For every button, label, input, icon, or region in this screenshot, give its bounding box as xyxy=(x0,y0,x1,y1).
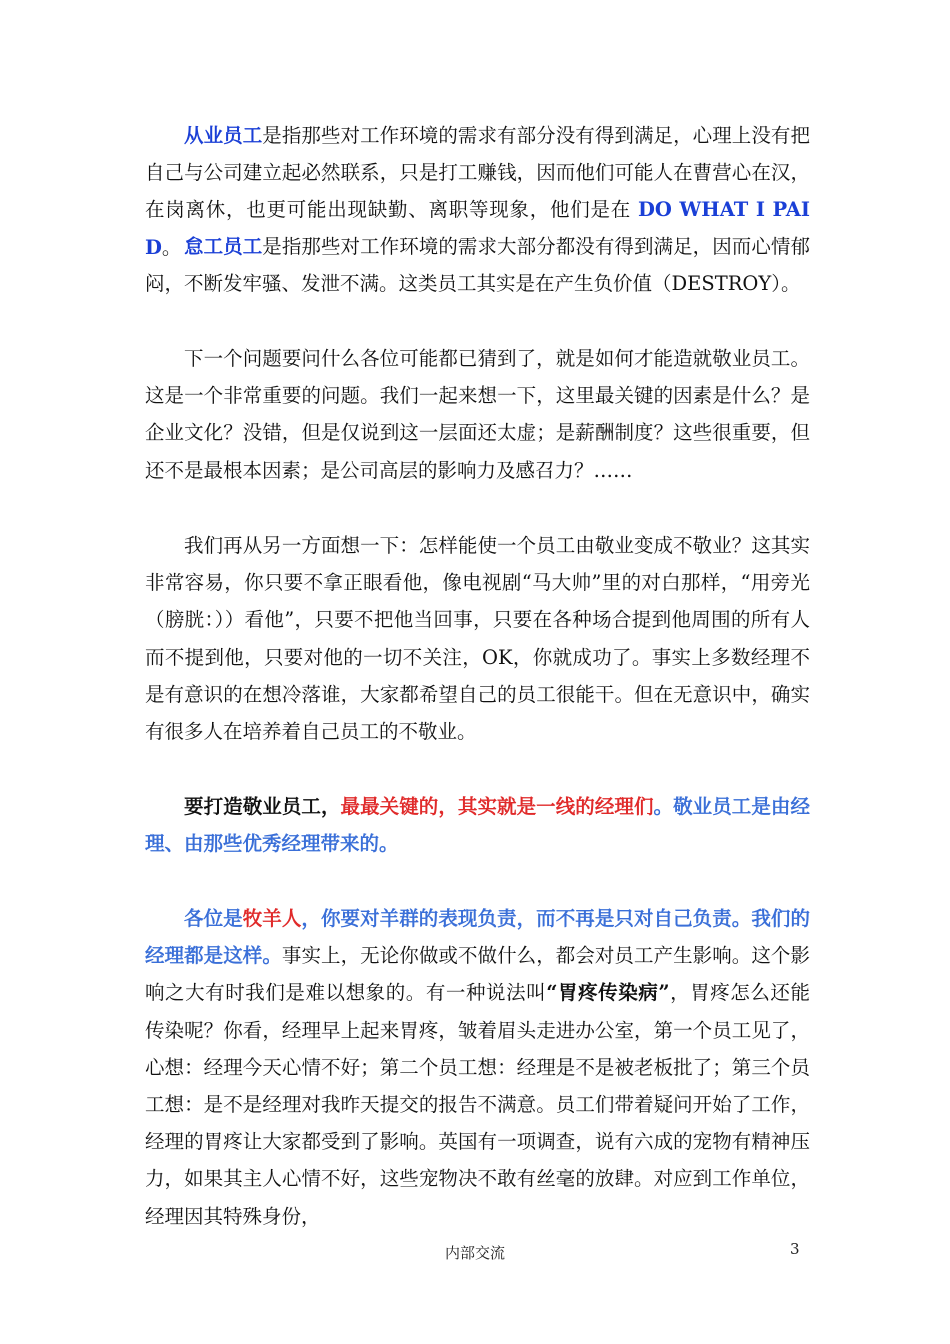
paragraph-text: 。 xyxy=(161,235,182,259)
term-stomach-ache: “胃疼传染病” xyxy=(546,981,670,1005)
highlight-shepherd-responsibility: ，你要对羊群的表现负责，而不再是只对自己负责。我们的经理都是这样。 xyxy=(145,907,810,968)
paragraph-text: 事实上，无论你做或不做什么，都会对员工产生影响。这个影响之大有时我们是难以想象的。有一种说法叫 xyxy=(145,944,810,1005)
paragraph-text: 我们再从另一方面想一下：怎样能使一个员工由敬业变成不敬业？这其实非常容易，你只要不拿正眼看他，像电视剧“马大帅”里的对白那样，“用旁光（膀胱：））看他”，只要不把他当回事，只要在各种场合提到他周围的所有人而不提到他，只要对他的一切不关注，OK，你就成功了。事实上多数经理不是有意识的在想冷落谁，大家都希望自己的员工很能干。但在无意识中，确实有很多人在培养着自己员工的不敬业。 xyxy=(145,534,810,744)
paragraph-text: ，胃疼怎么还能传染呢？你看，经理早上起来胃疼，皱着眉头走进办公室，第一个员工见了，心想：经理今天心情不好；第二个员工想：经理是不是被老板批了；第三个员工想：是不是经理对我昨天提交的报告不满意。员工们带着疑问开始了工作，经理的胃疼让大家都受到了影响。英国有一项调查，说有六成的宠物有精神压力，如果其主人心情不好，这些宠物决不敢有丝毫的放肆。对应到工作单位，经理因其特殊身份， xyxy=(145,981,810,1228)
paragraph-reverse-thinking xyxy=(145,527,810,750)
paragraph-key-managers xyxy=(145,788,810,862)
paragraph-text: 是指那些对工作环境的需求大部分都没有得到满足，因而心情郁闷，不断发牢骚、发泄不满。这类员工其实是在产生负价值（DESTROY）。 xyxy=(145,235,810,296)
paragraph-text: 是指那些对工作环境的需求有部分没有得到满足，心理上没有把自己与公司建立起必然联系，只是打工赚钱，因而他们可能人在曹营心在汉，在岗离休，也更可能出现缺勤、离职等现象，他们是在 xyxy=(145,124,810,222)
paragraph-text: 要打造敬业员工， xyxy=(184,795,341,818)
highlight-shepherd-intro: 各位是 xyxy=(184,907,243,930)
highlight-managers-key: 最最关键的，其实就是一线的经理们 xyxy=(340,795,654,818)
term-worker-employee: 从业员工 xyxy=(184,124,263,147)
footer-label: 内部交流 xyxy=(444,1244,505,1262)
term-idle-employee: 怠工员工 xyxy=(184,235,263,258)
paragraph-shepherd xyxy=(145,900,810,1235)
highlight-do-what-i-paid: DO WHAT I PAID xyxy=(145,198,810,259)
paragraph-definition-idle-worker xyxy=(145,228,810,302)
term-shepherd: 牧羊人 xyxy=(242,907,302,930)
page-number: 3 xyxy=(790,1240,800,1258)
highlight-managers-bring: 。敬业员工是由经理、由那些优秀经理带来的。 xyxy=(145,795,810,856)
paragraph-text: 下一个问题要问什么各位可能都已猜到了，就是如何才能造就敬业员工。这是一个非常重要的问题。我们一起来想一下，这里最关键的因素是什么？是企业文化？没错，但是仅说到这一层面还太虚；是薪酬制度？这些很重要，但还不是最根本因素；是公司高层的影响力及感召力？…… xyxy=(145,347,810,482)
paragraph-question xyxy=(145,340,810,489)
